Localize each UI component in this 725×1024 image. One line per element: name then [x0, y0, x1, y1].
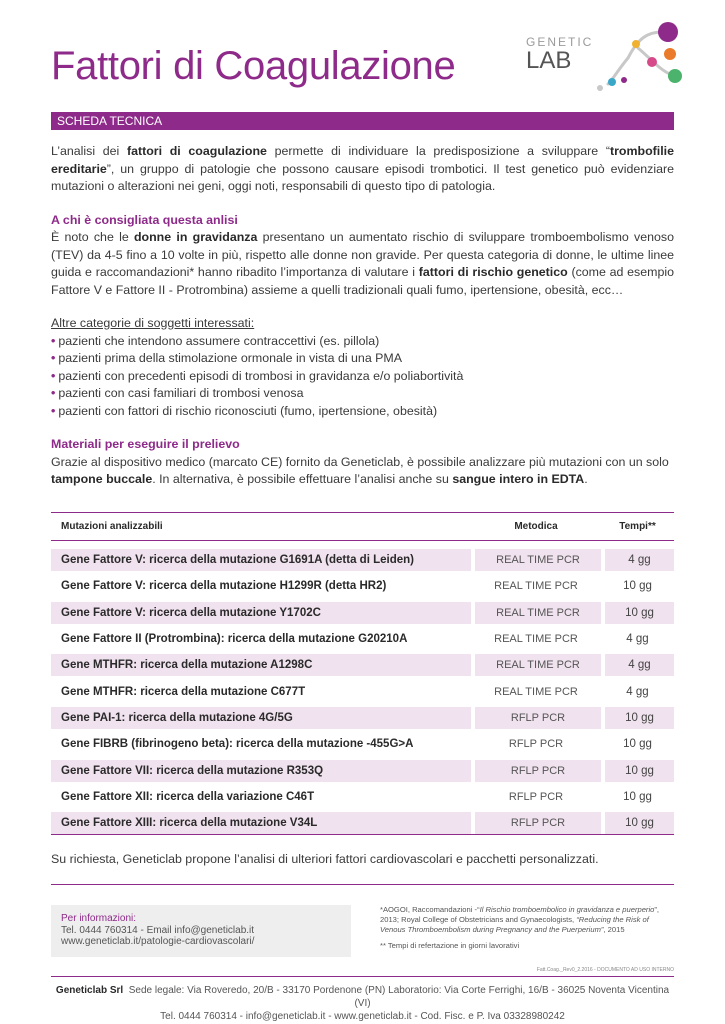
- mutation-cell: Gene Fattore V: ricerca della mutazione Y1702C: [51, 602, 471, 624]
- table-row: [51, 784, 674, 810]
- time-cell: 4 gg: [626, 685, 649, 698]
- table-bottom-line: [51, 834, 674, 835]
- table-row: [51, 810, 674, 836]
- table-row: [51, 705, 674, 731]
- svg-text:LAB: LAB: [526, 47, 572, 74]
- header-mutations: Mutazioni analizzabili: [61, 521, 163, 532]
- extra-analyses-note: Su richiesta, Geneticlab propone l’analisi di ulteriori fattori cardiovascolari e pacchetti personalizzati.: [51, 852, 599, 866]
- time-cell: 10 gg: [605, 707, 674, 729]
- time-cell: 10 gg: [623, 580, 652, 593]
- section-bar: SCHEDA TECNICA: [51, 112, 674, 130]
- contact-phone-email[interactable]: Tel. 0444 760314 - Email info@geneticlab.it: [61, 924, 255, 936]
- mutation-cell: Gene PAI-1: ricerca della mutazione 4G/5G: [51, 707, 471, 729]
- method-cell: REAL TIME PCR: [475, 602, 601, 624]
- who-heading: A chi è consigliata questa anlisi: [51, 212, 238, 227]
- mutation-cell: Gene Fattore V: ricerca della mutazione H1299R (detta HR2): [61, 580, 387, 593]
- mutation-cell: Gene Fattore VII: ricerca della mutazione R353Q: [51, 760, 471, 782]
- table-body: [51, 547, 674, 836]
- mutation-cell: Gene Fattore II (Protrombina): ricerca della mutazione G20210A: [61, 633, 408, 646]
- list-item: • pazienti che intendono assumere contraccettivi (es. pillola): [51, 333, 674, 351]
- time-cell: 4 gg: [605, 654, 674, 676]
- header-times: Tempi**: [619, 521, 656, 532]
- categories-list: [51, 333, 674, 421]
- table-row: [51, 626, 674, 652]
- geneticlab-logo: [520, 18, 690, 98]
- mutation-cell: Gene MTHFR: ricerca della mutazione C677T: [61, 685, 306, 698]
- mutation-cell: Gene FIBRB (fibrinogeno beta): ricerca della mutazione -455G>A: [61, 738, 414, 751]
- method-cell: RFLP PCR: [475, 812, 601, 834]
- footnotes: [380, 905, 674, 957]
- table-row: [51, 757, 674, 783]
- method-cell: REAL TIME PCR: [475, 549, 601, 571]
- contact-website-link[interactable]: www.geneticlab.it/patologie-cardiovascolari/: [61, 936, 255, 947]
- materials-heading: Materiali per eseguire il prelievo: [51, 437, 240, 451]
- svg-text:GENETIC: GENETIC: [526, 35, 594, 49]
- intro-paragraph: L’analisi dei fattori di coagulazione permette di individuare la predisposizione a sviluppare “trombofilie ereditarie”, un gruppo di patologie che possono causare episodi trombotici. Il test genetico può evidenziare mutazioni o alterazioni nei geni, oggi noti, responsabili di questo tipo di patologia.: [51, 144, 675, 193]
- time-cell: 10 gg: [623, 738, 652, 751]
- table-row: [51, 652, 674, 678]
- mutation-cell: Gene MTHFR: ricerca della mutazione A1298C: [51, 654, 471, 676]
- page-title: Fattori di Coagulazione: [51, 44, 456, 88]
- table-row: [51, 573, 674, 599]
- list-item: • pazienti con casi familiari di trombosi venosa: [51, 385, 674, 403]
- contact-label: Per informazioni:: [61, 913, 137, 924]
- time-cell: 4 gg: [605, 549, 674, 571]
- list-item: • pazienti prima della stimolazione ormonale in vista di una PMA: [51, 350, 674, 368]
- footer-contacts: Tel. 0444 760314 - info@geneticlab.it - www.geneticlab.it - Cod. Fisc. e P. Iva 03328980242: [160, 1011, 565, 1022]
- time-cell: 4 gg: [626, 633, 649, 646]
- table-row: [51, 547, 674, 573]
- method-cell: RFLP PCR: [508, 790, 564, 803]
- footnote-references: *AOGOI, Raccomandazioni -“Il Rischio tromboembolico in gravidanza e puerperio”, 2013; Royal College of Obstetricians and Gynaecologists, “Reducing the Risk of Venous Thromboembolism during Pregnancy and the Puerperium”, 2015: [380, 905, 659, 934]
- footer-address: Geneticlab Srl Sede legale: Via Roveredo, 20/B - 33170 Pordenone (PN) Laboratorio: Via Corte Ferrighi, 16/B - 36025 Noventa Vicentina (VI): [55, 985, 670, 1009]
- contact-box: [51, 905, 351, 957]
- method-cell: REAL TIME PCR: [475, 654, 601, 676]
- footnote-times: ** Tempi di refertazione in giorni lavorativi: [380, 941, 520, 950]
- method-cell: RFLP PCR: [508, 738, 564, 751]
- other-categories-label: Altre categorie di soggetti interessati:: [51, 316, 255, 330]
- footer-divider: [51, 976, 674, 977]
- table-header: [51, 512, 674, 541]
- mutation-cell: Gene Fattore XII: ricerca della variazione C46T: [61, 790, 315, 803]
- list-item: • pazienti con precedenti episodi di trombosi in gravidanza e/o poliabortività: [51, 368, 674, 386]
- time-cell: 10 gg: [605, 602, 674, 624]
- section-divider: [51, 884, 674, 885]
- method-cell: REAL TIME PCR: [494, 633, 578, 646]
- method-cell: REAL TIME PCR: [494, 685, 578, 698]
- mutation-cell: Gene Fattore V: ricerca della mutazione G1691A (detta di Leiden): [51, 549, 471, 571]
- table-row: [51, 678, 674, 704]
- time-cell: 10 gg: [605, 760, 674, 782]
- content: [51, 143, 674, 489]
- method-cell: REAL TIME PCR: [494, 580, 578, 593]
- mutation-cell: Gene Fattore XIII: ricerca della mutazione V34L: [51, 812, 471, 834]
- footer: [51, 984, 674, 1023]
- who-paragraph: È noto che le donne in gravidanza presentano un aumentato rischio di sviluppare tromboembolismo venoso (TEV) da 4-5 fino a 10 volte in più, rispetto alle donne non gravide. Per questa categoria di donne, le ultime linee guida e raccomandazioni* hanno ribadito l’importanza di valutare i fattori di rischio genetico (come ad esempio Fattore V e Fattore II - Protrombina) assieme a quelli tradizionali quali fumo, ipertensione, obesità, ecc…: [51, 230, 674, 297]
- document-code: Fatt.Coag._Rev0_2.2016 - DOCUMENTO AD USO INTERNO: [536, 967, 674, 973]
- materials-paragraph: Grazie al dispositivo medico (marcato CE) fornito da Geneticlab, è possibile analizzare più mutazioni con un solo tampone buccale. In alternativa, è possibile effettuare l’analisi anche su sangue intero in EDTA.: [51, 454, 669, 486]
- time-cell: 10 gg: [623, 790, 652, 803]
- list-item: • pazienti con fattori di rischio riconosciuti (fumo, ipertensione, obesità): [51, 403, 674, 421]
- time-cell: 10 gg: [605, 812, 674, 834]
- table-row: [51, 731, 674, 757]
- method-cell: RFLP PCR: [475, 707, 601, 729]
- header-method: Metodica: [514, 521, 558, 532]
- mutations-table: [51, 512, 674, 836]
- table-row: [51, 600, 674, 626]
- method-cell: RFLP PCR: [475, 760, 601, 782]
